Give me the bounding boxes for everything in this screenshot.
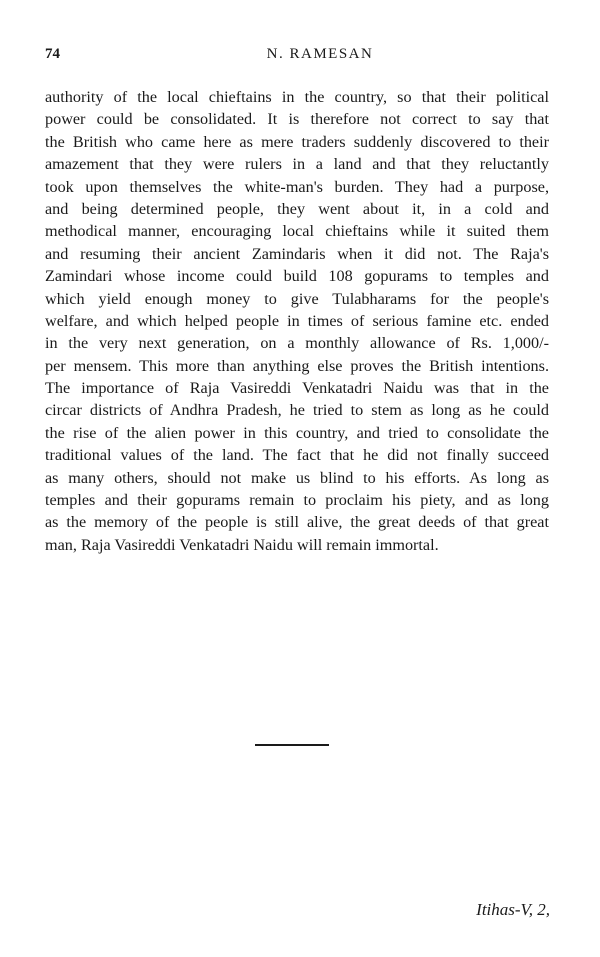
text-line: and being determined people, they went about it, in a cold and	[45, 199, 549, 218]
running-head-author: N. RAMESAN	[266, 46, 374, 62]
text-line: as many others, should not make us blind to his efforts. As long as	[45, 468, 549, 487]
text-line: as the memory of the people is still alive, the great deeds of that great	[45, 513, 549, 532]
text-line: temples and their gopurams remain to proclaim his piety, and as long	[45, 491, 549, 510]
text-line: per mensem. This more than anything else proves the British intentions.	[45, 356, 549, 375]
text-line: which yield enough money to give Tulabharams for the people's	[45, 289, 549, 308]
text-line: authority of the local chieftains in the country, so that their political	[45, 88, 549, 106]
journal-citation: Itihas-V, 2,	[476, 900, 550, 919]
text-line: and resuming their ancient Zamindaris when it did not. The Raja's	[45, 244, 549, 263]
text-line: in the very next generation, on a monthly allowance of Rs. 1,000/-	[45, 334, 549, 353]
body-paragraph	[45, 86, 549, 556]
text-line: methodical manner, encouraging local chieftains while it suited them	[45, 222, 549, 241]
text-line: amazement that they were rulers in a land and that they reluctantly	[45, 155, 549, 174]
page-header	[45, 46, 555, 68]
text-line: took upon themselves the white-man's burden. They had a purpose,	[45, 177, 549, 196]
end-of-article-rule	[255, 744, 329, 746]
text-line-last: man, Raja Vasireddi Venkatadri Naidu will remain immortal.	[45, 535, 439, 554]
text-line: welfare, and which helped people in times of serious famine etc. ended	[45, 311, 549, 330]
text-line: the rise of the alien power in this country, and tried to consolidate the	[45, 423, 549, 442]
text-line: The importance of Raja Vasireddi Venkatadri Naidu was that in the	[45, 379, 549, 398]
text-line: the British who came here as mere traders suddenly discovered to their	[45, 132, 549, 151]
page-number: 74	[45, 46, 60, 62]
text-line: traditional values of the land. The fact that he did not finally succeed	[45, 446, 549, 465]
text-line: Zamindari whose income could build 108 gopurams to temples and	[45, 267, 549, 286]
text-line: power could be consolidated. It is therefore not correct to say that	[45, 110, 549, 129]
text-line: circar districts of Andhra Pradesh, he tried to stem as long as he could	[45, 401, 549, 420]
